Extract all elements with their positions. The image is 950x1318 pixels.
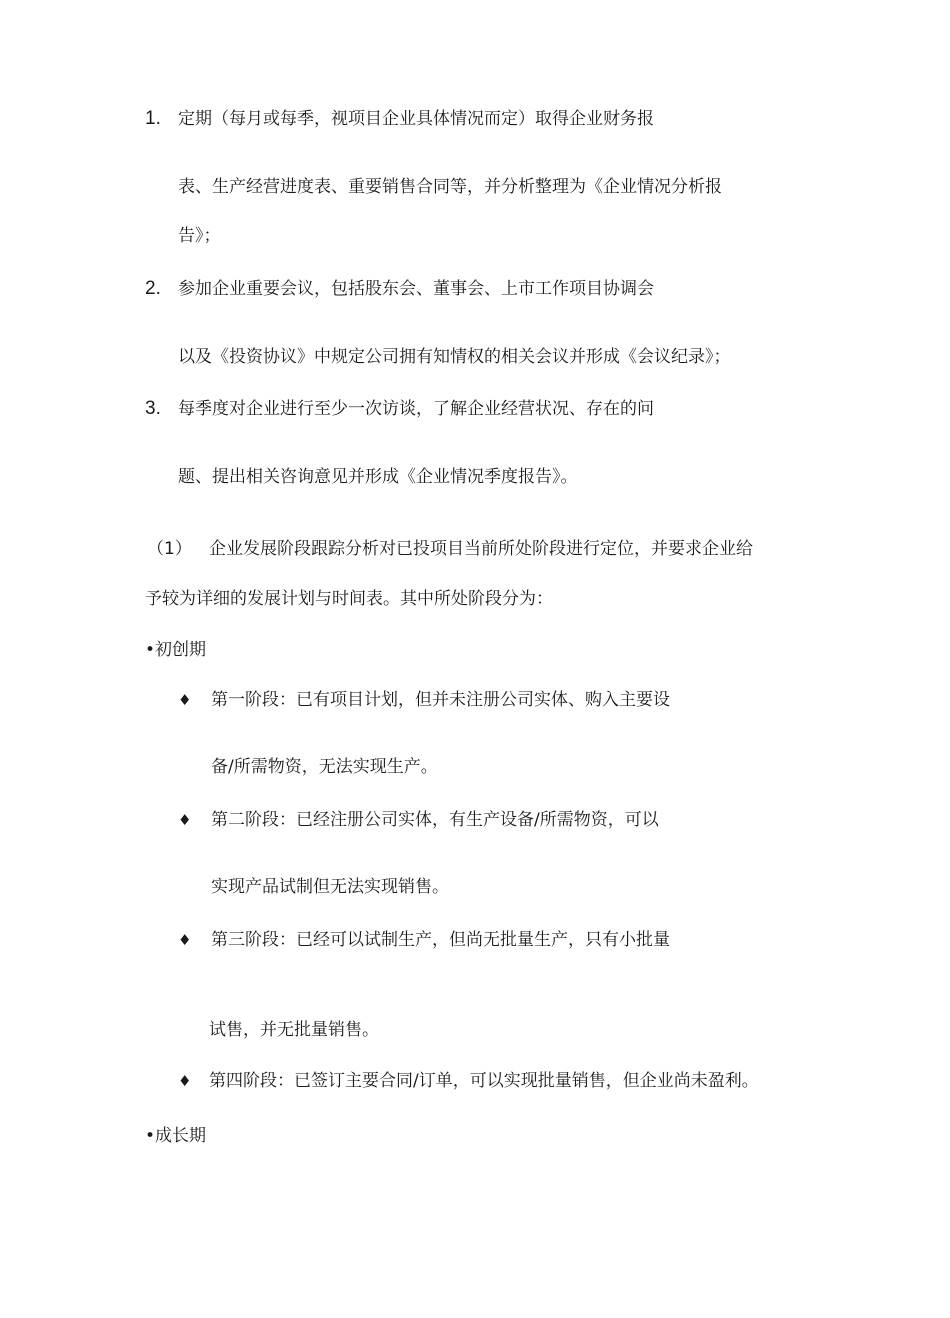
stage-3-line-2: 试售，并无批量销售。 [209, 1020, 379, 1040]
item-1-line-3: 告》； [178, 226, 221, 246]
stage-3-line-1: 第三阶段：已经可以试制生产，但尚无批量生产，只有小批量 [211, 930, 670, 950]
diamond-icon: ♦ [178, 931, 192, 949]
item-2-line-2: 以及《投资协议》中规定公司拥有知情权的相关会议并形成《会议纪录》； [178, 347, 731, 367]
diamond-icon: ♦ [178, 691, 192, 709]
item-1-line-1: 定期（每月或每季，视项目企业具体情况而定）取得企业财务报 [178, 109, 654, 129]
stage-1-line-2: 备/所需物资，无法实现生产。 [211, 757, 438, 777]
section-label: （1） [147, 539, 192, 559]
group-title-startup: •初创期 [145, 640, 207, 660]
stage-1-line-1: 第一阶段：已有项目计划，但并未注册公司实体、购入主要设 [211, 690, 670, 710]
item-2-line-1: 参加企业重要会议，包括股东会、董事会、上市工作项目协调会 [178, 279, 654, 299]
section-line-2: 予较为详细的发展计划与时间表。其中所处阶段分为： [145, 589, 553, 609]
stage-2-line-1: 第二阶段：已经注册公司实体，有生产设备/所需物资，可以 [211, 810, 659, 830]
stage-2-line-2: 实现产品试制但无法实现销售。 [211, 877, 449, 897]
list-number: 2. [145, 278, 161, 299]
list-number: 3. [145, 398, 161, 419]
item-1-line-2: 表、生产经营进度表、重要销售合同等，并分析整理为《企业情况分析报 [178, 177, 722, 197]
diamond-icon: ♦ [178, 1072, 192, 1090]
section-line-1: 企业发展阶段跟踪分析对已投项目当前所处阶段进行定位，并要求企业给 [209, 539, 753, 559]
stage-4-line-1: 第四阶段：已签订主要合同/订单，可以实现批量销售，但企业尚未盈利。 [209, 1071, 759, 1091]
item-3-line-2: 题、提出相关咨询意见并形成《企业情况季度报告》。 [178, 467, 578, 487]
diamond-icon: ♦ [178, 811, 192, 829]
item-3-line-1: 每季度对企业进行至少一次访谈，了解企业经营状况、存在的问 [178, 399, 654, 419]
group-title-growth: •成长期 [145, 1126, 207, 1146]
list-number: 1. [145, 108, 161, 129]
